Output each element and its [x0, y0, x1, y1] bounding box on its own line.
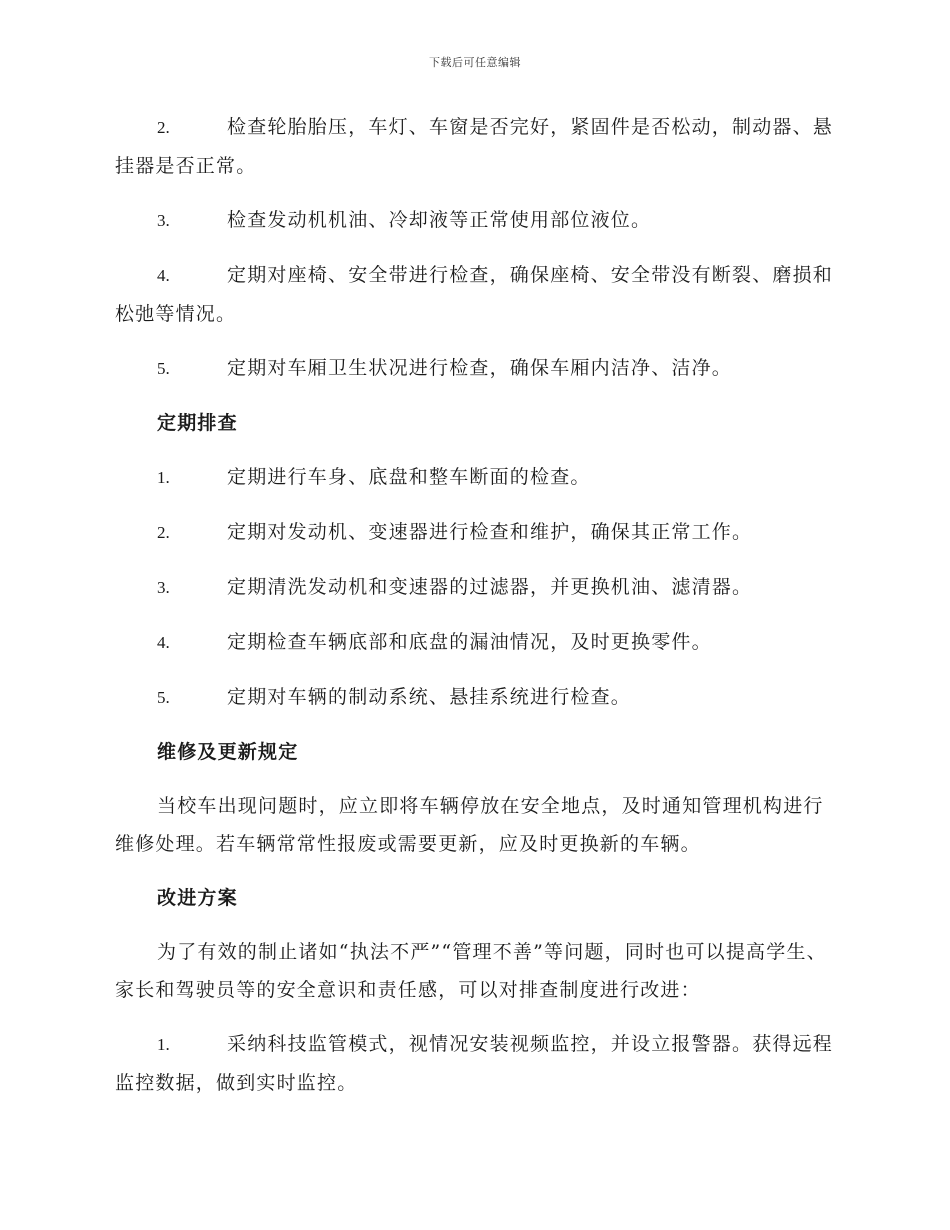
list-number: 4. [157, 633, 170, 652]
list-item [115, 349, 835, 388]
list-number: 1. [157, 468, 170, 487]
page-header: 下载后可任意编辑 [429, 56, 521, 69]
list-number: 2. [157, 523, 170, 542]
list-item [115, 513, 835, 552]
list-item [115, 623, 835, 662]
section-heading-improve: 改进方案 [157, 887, 238, 909]
list-text: 定期对座椅、安全带进行检查，确保座椅、安全带没有断裂、磨损和松弛等情况。 [115, 264, 834, 325]
paragraph-improve: 为了有效的制止诸如“执法不严”“管理不善”等问题，同时也可以提高学生、家长和驾驶员等的安全意识和责任感，可以对排查制度进行改进： [115, 941, 827, 1001]
document-body [115, 108, 835, 1118]
list-text: 检查发动机机油、冷却液等正常使用部位液位。 [227, 209, 652, 231]
list-text: 定期清洗发动机和变速器的过滤器，并更换机油、滤清器。 [227, 576, 753, 598]
list-item [115, 458, 835, 497]
section-heading-regular: 定期排查 [157, 412, 238, 434]
list-item [115, 256, 835, 333]
list-text: 定期对车辆的制动系统、悬挂系统进行检查。 [227, 686, 632, 708]
list-text: 定期对发动机、变速器进行检查和维护，确保其正常工作。 [227, 521, 753, 543]
list-item [115, 108, 835, 185]
list-item [115, 568, 835, 607]
list-text: 检查轮胎胎压，车灯、车窗是否完好，紧固件是否松动，制动器、悬挂器是否正常。 [115, 116, 834, 177]
list-text: 定期进行车身、底盘和整车断面的检查。 [227, 466, 591, 488]
list-number: 2. [157, 118, 170, 137]
list-number: 4. [157, 266, 170, 285]
list-number: 3. [157, 211, 170, 230]
list-text: 定期对车厢卫生状况进行检查，确保车厢内洁净、洁净。 [227, 357, 733, 379]
list-number: 5. [157, 359, 170, 378]
list-text: 定期检查车辆底部和底盘的漏油情况，及时更换零件。 [227, 631, 712, 653]
list-item [115, 678, 835, 717]
list-item [115, 201, 835, 240]
list-number: 5. [157, 688, 170, 707]
list-number: 3. [157, 578, 170, 597]
list-text: 采纳科技监管模式，视情况安装视频监控，并设立报警器。获得远程监控数据，做到实时监控。 [115, 1033, 834, 1094]
paragraph-repair: 当校车出现问题时，应立即将车辆停放在安全地点，及时通知管理机构进行维修处理。若车辆常常性报废或需要更新，应及时更换新的车辆。 [115, 795, 824, 855]
list-number: 1. [157, 1035, 170, 1054]
list-item [115, 1025, 835, 1102]
section-heading-repair: 维修及更新规定 [157, 741, 299, 763]
